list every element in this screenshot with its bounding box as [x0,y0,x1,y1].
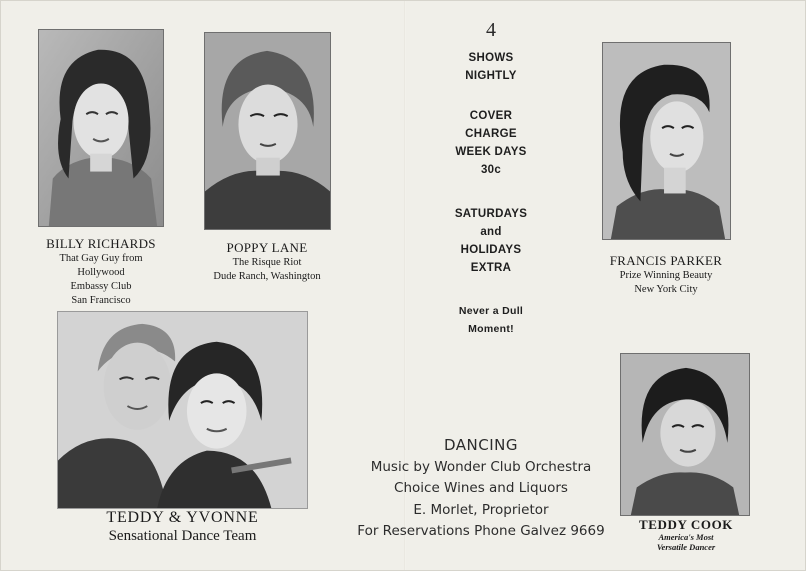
caption-line: Versatile Dancer [656,542,716,552]
venue-info [331,435,631,543]
tagline-block [431,302,551,338]
caption-poppy-lane [187,240,347,284]
performer-name: POPPY LANE [226,240,308,255]
photo-billy-richards [38,29,164,227]
photo-poppy-lane [204,32,331,230]
caption-line: The Risque Riot [232,257,302,268]
caption-line: Prize Winning Beauty [619,270,713,281]
cover-line: CHARGE [465,128,517,140]
caption-line: San Francisco [71,295,131,306]
saturdays-line: SATURDAYS [454,208,528,220]
photo-francis-parker [602,42,731,240]
caption-francis-parker [586,253,746,297]
caption-teddy-yvonne [57,509,308,545]
saturdays-line: and [480,226,502,238]
caption-teddy-cook [606,517,766,552]
caption-line: Hollywood [77,267,125,278]
page-number: 4 [486,19,496,41]
photo-teddy-yvonne [57,311,308,509]
caption-line: Sensational Dance Team [108,528,257,544]
caption-line: New York City [634,284,698,295]
photo-teddy-cook [620,353,750,516]
cover-line: COVER [469,110,513,122]
saturdays-block [431,205,551,277]
tagline-line: Moment! [468,323,514,335]
cover-line: 30c [480,164,502,176]
venue-line: E. Morlet, Proprietor [413,501,549,518]
caption-line: America's Most [658,532,714,542]
caption-line: Dude Ranch, Washington [213,271,321,282]
venue-line: For Reservations Phone Galvez 9669 [357,523,605,539]
performer-name: FRANCIS PARKER [609,253,723,268]
tagline-line: Never a Dull [458,305,524,317]
saturdays-line: EXTRA [470,262,512,274]
shows-block [431,49,551,85]
caption-line: That Gay Guy from [59,253,143,264]
performer-name: BILLY RICHARDS [46,236,156,251]
shows-line: SHOWS [468,52,514,64]
shows-line: NIGHTLY [465,70,517,82]
performer-name: TEDDY & YVONNE [106,509,259,526]
saturdays-line: HOLIDAYS [460,244,522,256]
venue-line: Choice Wines and Liquors [394,480,568,496]
caption-billy-richards [21,236,181,308]
caption-line: Embassy Club [70,281,132,292]
venue-line: Music by Wonder Club Orchestra [370,458,592,475]
venue-heading: DANCING [443,436,518,454]
performer-name: TEDDY COOK [639,517,733,532]
cover-line: WEEK DAYS [455,146,527,158]
cover-charge-block [431,107,551,179]
